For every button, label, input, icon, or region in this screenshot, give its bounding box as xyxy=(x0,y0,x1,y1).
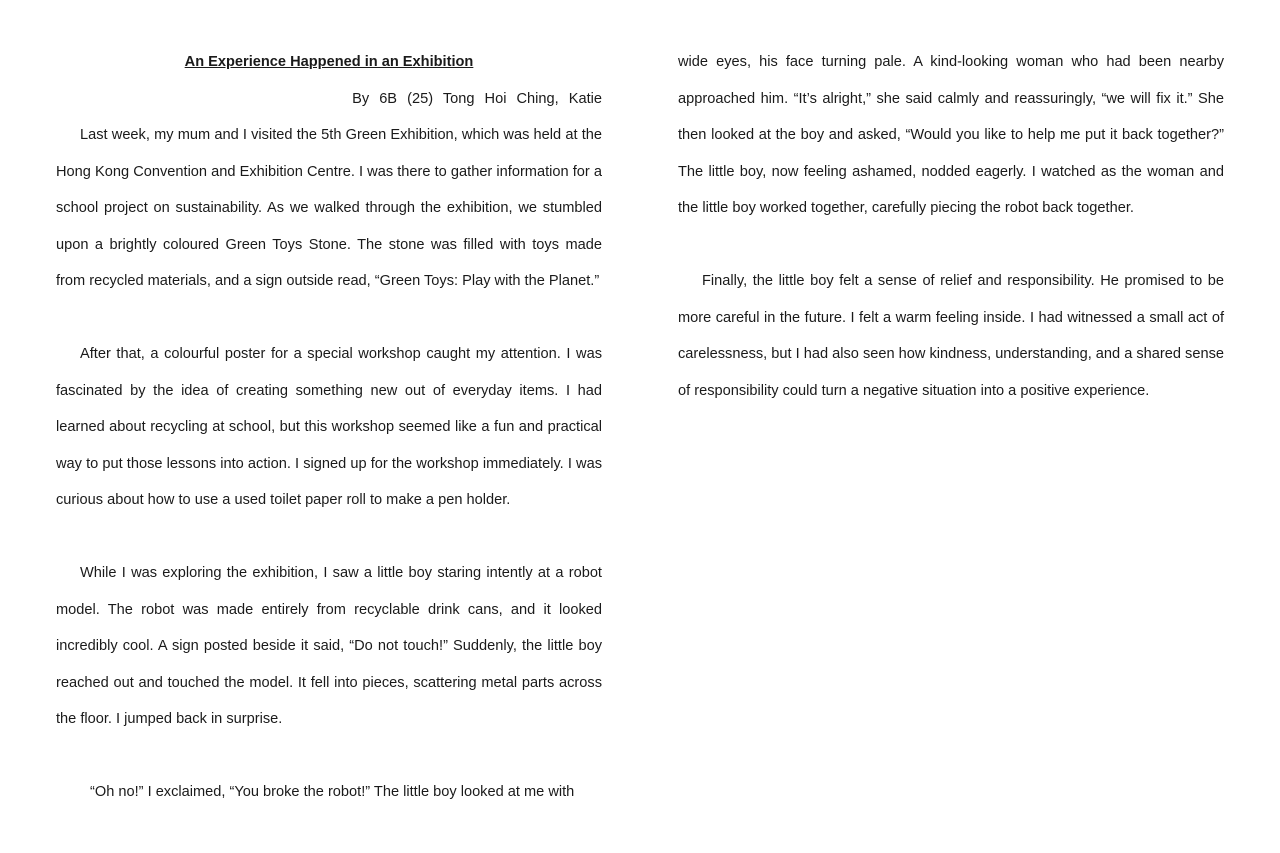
paragraph-2: After that, a colourful poster for a special workshop caught my attention. I was fascinated by the idea of creating something new out of everyday items. I had learned about recycling at school, but this workshop seemed like a fun and practical way to put those lessons into action. I signed up for the workshop immediately. I was curious about how to use a used toilet paper roll to make a pen holder. xyxy=(56,346,602,508)
paragraph-3: While I was exploring the exhibition, I saw a little boy staring intently at a robot model. The robot was made entirely from recyclable drink cans, and it looked incredibly cool. A sign posted beside it said, “Do not touch!” Suddenly, the little boy reached out and touched the model. It fell into pieces, scattering metal parts across the floor. I jumped back in surprise. xyxy=(56,565,602,727)
paragraph-4-continued: wide eyes, his face turning pale. A kind-looking woman who had been nearby approached him. “It’s alright,” she said calmly and reassuringly, “we will fix it.” She then looked at the boy and asked, “Would you like to help me put it back together?” The little boy, now feeling ashamed, nodded eagerly. I watched as the woman and the little boy worked together, carefully piecing the robot back together. xyxy=(678,54,1224,216)
essay-title: An Experience Happened in an Exhibition xyxy=(184,54,474,70)
author-byline: By 6B (25) Tong Hoi Ching, Katie xyxy=(352,90,602,107)
paragraph-4-start: “Oh no!” I exclaimed, “You broke the robot!” The little boy looked at me with xyxy=(90,784,575,800)
left-column xyxy=(56,44,602,811)
right-column xyxy=(678,44,1224,409)
paragraph-5: Finally, the little boy felt a sense of relief and responsibility. He promised to be more careful in the future. I felt a warm feeling inside. I had witnessed a small act of carelessness, but I had also seen how kindness, understanding, and a shared sense of responsibility could turn a negative situation into a positive experience. xyxy=(678,273,1224,399)
paragraph-1: Last week, my mum and I visited the 5th Green Exhibition, which was held at the Hong Kong Convention and Exhibition Centre. I was there to gather information for a school project on sustainability. As we walked through the exhibition, we stumbled upon a brightly coloured Green Toys Stone. The stone was filled with toys made from recycled materials, and a sign outside read, “Green Toys: Play with the Planet.” xyxy=(56,127,602,289)
